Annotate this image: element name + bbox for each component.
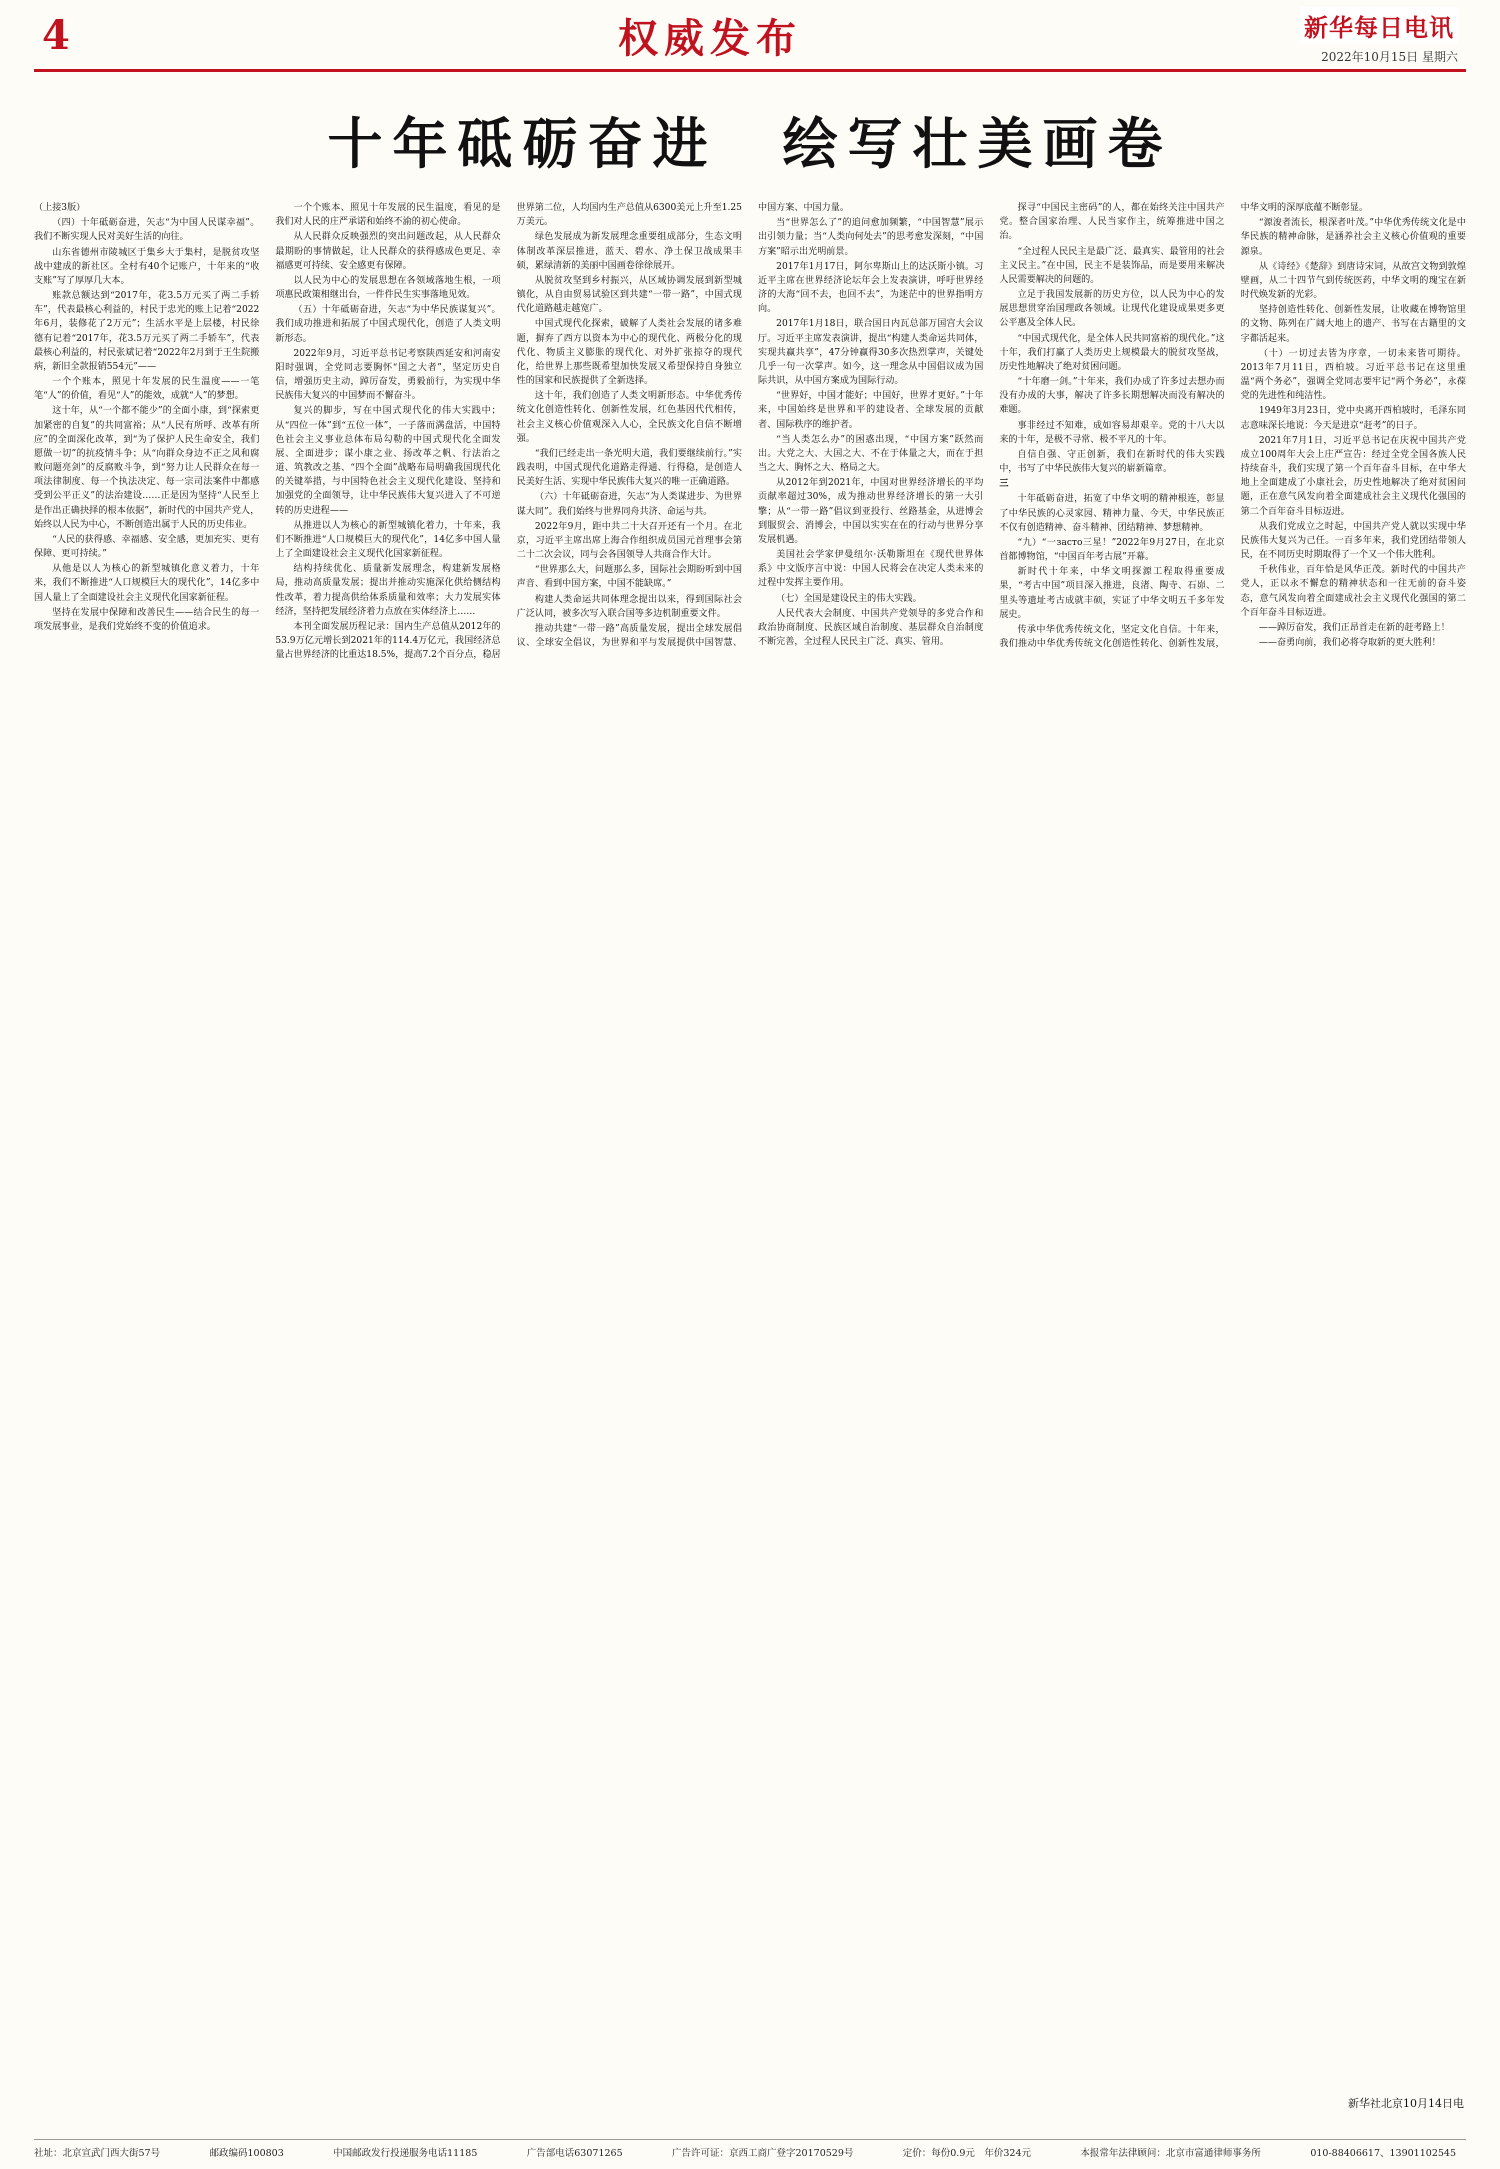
article-paragraph: （五）十年砥砺奋进，矢志“为中华民族谋复兴”。我们成功推进和拓展了中国式现代化，创造了人类文明新形态。 [275,305,501,344]
article-paragraph: 从脱贫攻坚到乡村振兴，从区域协调发展到新型城镇化，从自由贸易试验区到共建“一带一路”，中国式现代化道路越走越宽广。 [516,275,742,315]
footer-distribution: 中国邮政发行投递服务电话11185 [333,2148,478,2159]
article-paragraph: “源浚者流长，根深者叶茂。”中华优秀传统文化是中华民族的精神命脉，是涵养社会主义核心价值观的重要源泉。 [1240,218,1466,257]
article-paragraph: “中国式现代化，是全体人民共同富裕的现代化。”这十年，我们打赢了人类历史上规模最大的脱贫攻坚战，历史性地解决了绝对贫困问题。 [999,333,1225,372]
article-paragraph: 坚持创造性转化、创新性发展，让收藏在博物馆里的文物、陈列在广阔大地上的遗产、书写在古籍里的文字都活起来。 [1240,305,1466,344]
article-paragraph: 构建人类命运共同体理念提出以来，得到国际社会广泛认同，被多次写入联合国等多边机制重要文件。 [516,594,742,619]
article-paragraph: ——踔厉奋发，我们正昂首走在新的赶考路上！ [1258,622,1450,633]
page-title: 十年砥砺奋进 绘写壮美画卷 [327,111,1173,176]
article-paragraph: 以人民为中心的发展思想在各领域落地生根，一项项惠民政策相继出台，一件件民生实事落地见效。 [275,275,501,301]
article-paragraph: 美国社会学家伊曼纽尔·沃勒斯坦在《现代世界体系》中文版序言中说：中国人民将会在决定人类未来的过程中发挥主要作用。 [757,550,984,589]
article-paragraph: “世界那么大，问题那么多，国际社会期盼听到中国声音、看到中国方案，中国不能缺席。” [516,565,742,590]
article-paragraph: 一个个账本，照见十年发展的民生温度——一笔笔“人”的价值，看见“人”的能效，成就“人”的梦想。 [34,377,260,402]
article-paragraph: “人民的获得感、幸福感、安全感，更加充实、更有保障、更可持续。” [34,534,260,560]
article-paragraph: 复兴的脚步，写在中国式现代化的伟大实践中；从“四位一体”到“五位一体”，一子落而满盘活，中国特色社会主义事业总体布局勾勒的中国式现代化全面发展、全面进步；谋小康之业、扬改革之帆、行法治之道、筑教改之基、“四个全面”战略布局明确我国现代化的关键举措，与中国特色社会主义现代化建设、坚持和加强党的全面领导，让中华民族伟大复兴进入了不可逆转的历史进程—— [275,406,501,516]
article-paragraph: 从我们党成立之时起，中国共产党人就以实现中华民族伟大复兴为己任。一百多年来，我们党团结带领人民，在不同历史时期取得了一个又一个伟大胜利。 [1240,521,1466,561]
article-paragraph: “世界好，中国才能好；中国好，世界才更好。”十年来，中国始终是世界和平的建设者、全球发展的贡献者、国际秩序的维护者。 [757,391,984,430]
article-signoff: 新华社北京10月14日电 [1348,2097,1464,2110]
masthead [34,0,1466,72]
article-paragraph: 当“世界怎么了”的追问愈加频繁，“中国智慧”展示出引领力量；当“人类向何处去”的思考愈发深刻，“中国方案”昭示出光明前景。 [757,218,984,257]
article-paragraph: 传承中华优秀传统文化，坚定文化自信。十年来，我们推动中华优秀传统文化创造性转化、创新性发展，中华文明的深厚底蕴不断彰显。 [999,203,1368,650]
article-paragraph: （上接3版） [34,203,86,213]
footer-legal: 本报常年法律顾问：北京市富通律师事务所 [1080,2148,1261,2159]
article-paragraph: 一个个账本、照见十年发展的民生温度，看见的是我们对人民的庄严承诺和始终不渝的初心使命。 [275,203,501,228]
article-paragraph: 2017年1月17日，阿尔卑斯山上的达沃斯小镇。习近平主席在世界经济论坛年会上发表演讲，呼吁世界经济的大海“回不去，也回不去”，为迷茫中的世界指明方向。 [757,261,984,315]
article-paragraph: “当人类怎么办”的困惑出现，“中国方案”跃然而出。大党之大、大国之大、不在于体量之大，而在于担当之大、胸怀之大、格局之大。 [757,434,984,474]
article-paragraph: 账款总额达到“2017年，花3.5万元买了两二手轿车”，代表最核心利益的，村民于忠光的账上记着“2022年6月，装修花了2万元”；生活水平是上层楼，村民徐德有记着“2017年，花3.5万元买了两二手轿车”，代表最核心利益的，村民张斌记着“2022年2月到于王生院搬病，新旧全款报销554元”—— [34,291,260,372]
article-paragraph: 从2012年到2021年，中国对世界经济增长的平均贡献率超过30%，成为推动世界经济增长的第一大引擎；从“一带一路”倡议到亚投行、丝路基金，从进博会到服贸会、消博会，中国以实实在在的行动与世界分享发展机遇。 [757,478,984,545]
article-paragraph: （六）十年砥砺奋进，矢志“为人类谋进步、为世界谋大同”。我们始终与世界同舟共济、命运与共。 [516,492,742,517]
page-number: 4 [42,12,70,59]
article-paragraph: （七）全国是建设民主的伟大实践。 [776,593,922,604]
article-paragraph: 坚持在发展中保障和改善民生——结合民生的每一项发展事业，是我们党始终不变的价值追求。 [34,607,260,632]
article-paragraph: 推动共建“一带一路”高质量发展，提出全球发展倡议、全球安全倡议，为世界和平与发展提供中国智慧、中国方案、中国力量。 [516,203,849,649]
newspaper-brand: 新华每日电讯 [1300,7,1458,44]
footer-hotline: 010-88406617、13901102545 [1310,2148,1456,2159]
article-paragraph: 探寻“中国民主密码”的人，都在始终关注中国共产党。整合国家治理、人民当家作主，统筹推进中国之治。 [999,203,1225,242]
article-paragraph: 本刊全面发展历程记录：国内生产总值从2012年的53.9万亿元增长到2021年的114.4万亿元，我国经济总量占世界经济的比重达18.5%，提高7.2个百分点，稳居世界第二位，人均国内生产总值从6300美元上升至1.25万美元。 [275,203,742,661]
masthead-right [1208,7,1458,65]
article-paragraph: 从人民群众反映强烈的突出问题改起，从人民群众最期盼的事情做起，让人民群众的获得感成色更足、幸福感更可持续、安全感更有保障。 [275,232,501,271]
article-paragraph: 新时代十年来，中华文明探源工程取得重要成果，“考古中国”项目深入推进，良渚、陶寺、石峁、二里头等遗址考古成就丰硕，实证了中华文明五千多年发展史。 [999,567,1225,620]
page-footer [34,2139,1466,2159]
article-paragraph: 从他是以人为核心的新型城镇化意义着力，十年来，我们不断推进“人口规模巨大的现代化”，14亿多中国人量上了全面建设社会主义现代化国家新征程。 [34,564,260,603]
article-paragraph: （四）十年砥砺奋进，矢志“为中国人民谋幸福”。我们不断实现人民对美好生活的向往。 [34,218,260,243]
article-paragraph: 1949年3月23日，党中央离开西柏坡时，毛泽东同志意味深长地说：今天是进京“赶考”的日子。 [1240,406,1466,431]
footer-ad-license: 广告许可证：京西工商广登字20170529号 [672,2148,854,2159]
article-paragraph: 这十年，从“一个都不能少”的全面小康，到“探索更加紧密的自复”的共同富裕；从“人民有所呼、改革有所应”的全面深化改革，到“为了保护人民生命安全，我们愿做一切”的抗疫情斗争；从“向群众身边不正之风和腐败问题亮剑”的反腐败斗争，到“努力让人民群众在每一项法律制度、每一个执法决定、每一宗司法案件中都感受到公平正义”的法治建设……正是因为坚持“人民至上是作出正确抉择的根本依据”，新时代的中国共产党人，始终以人民为中心，不断创造出属于人民的历史伟业。 [34,406,260,530]
article-paragraph: 从推进以人为核心的新型城镇化着力，十年来，我们不断推进“人口规模巨大的现代化”，14亿多中国人量上了全面建设社会主义现代化国家新征程。 [275,520,501,560]
article-paragraph: “我们已经走出一条光明大道，我们要继续前行。”实践表明，中国式现代化道路走得通、行得稳，是创造人民美好生活、实现中华民族伟大复兴的唯一正确道路。 [516,448,742,488]
article-paragraph: 结构持续优化、质量新发展理念，构建新发展格局，推动高质量发展；提出并推动实施深化供给侧结构性改革，着力提高供给体系质量和效率；大力发展实体经济，坚持把发展经济着力点放在实体经济上…… [275,564,501,617]
article-paragraph: 中国式现代化探索，破解了人类社会发展的诸多难题，摒弃了西方以资本为中心的现代化、两极分化的现代化、物质主义膨胀的现代化、对外扩张掠夺的现代化，给世界上那些既希望加快发展又希望保持自身独立性的国家和民族提供了全新选择。 [516,319,742,387]
article-paragraph: （十）一切过去皆为序章，一切未来皆可期待。2013年7月11日，西柏坡。习近平总书记在这里重温“两个务必”，强调全党同志要牢记“两个务必”，永葆党的先进性和纯洁性。 [1240,348,1466,402]
article-paragraph: ——奋勇向前，我们必将夺取新的更大胜利！ [1258,638,1441,649]
publication-date: 2022年10月15日 星期六 [1321,49,1458,64]
article-paragraph: 绿色发展成为新发展理念重要组成部分，生态文明体制改革深层推进，蓝天、碧水、净土保卫战成果丰硕，累绿清新的美丽中国画卷徐徐展开。 [516,232,742,271]
article-paragraph: “九）“一засто三星！”2022年9月27日，在北京首都博物馆，“中国百年考古展”开幕。 [999,537,1225,563]
article-paragraph: 2022年9月，习近平总书记考察陕西延安和河南安阳时强调，全党同志要胸怀“国之大者”，坚定历史自信，增强历史主动，踔厉奋发，勇毅前行，为实现中华民族伟大复兴的中国梦而不懈奋斗。 [275,348,501,402]
section-title: 权威发布 [618,15,802,62]
footer-price: 定价：每份0.9元 年价324元 [902,2148,1032,2159]
article-paragraph: 山东省德州市陵城区于集乡大于集村，是脱贫攻坚战中建成的新社区。全村有40个记账户，十年来的“收支账”写了厚厚几大本。 [34,247,260,286]
article-paragraph: 从《诗经》《楚辞》到唐诗宋词，从故宫文物到敦煌壁画，从二十四节气到传统医药，中华文明的瑰宝在新时代焕发新的光彩。 [1240,261,1466,301]
footer-address: 社址：北京宣武门西大街57号 [34,2148,161,2159]
footer-ad-phone: 广告部电话63071265 [526,2148,623,2159]
article-body [34,201,1466,2091]
article-paragraph: 自信自强、守正创新，我们在新时代的伟大实践中，书写了中华民族伟大复兴的崭新篇章。 [999,449,1225,475]
article-paragraph: 三 [999,478,1009,490]
article-paragraph: 立足于我国发展新的历史方位，以人民为中心的发展思想贯穿治国理政各领域。让现代化建设成果更多更公平惠及全体人民。 [999,290,1225,329]
article-paragraph: 事非经过不知难，成如容易却艰辛。党的十八大以来的十年，是极不寻常、极不平凡的十年。 [999,420,1225,445]
article-paragraph: 十年砥砺奋进，拓宽了中华文明的精神根连，彰显了中华民族的心灵家园、精神力量、今天，中华民族正不仅有创造精神、奋斗精神、团结精神、梦想精神。 [999,494,1225,533]
article-paragraph: “全过程人民民主是最广泛、最真实、最管用的社会主义民主。”在中国，民主不是装饰品，而是要用来解决人民需要解决的问题的。 [999,246,1225,285]
footer-postcode: 邮政编码100803 [209,2148,284,2159]
article-paragraph: 2017年1月18日，联合国日内瓦总部万国宫大会议厅。习近平主席发表演讲，提出“构建人类命运共同体，实现共赢共享”，47分钟赢得30多次热烈掌声，关键处几乎一句一次掌声。如今，这一理念从中国倡议成为国际共识，从中国方案成为国际行动。 [757,319,984,387]
article-paragraph: 这十年，我们创造了人类文明新形态。中华优秀传统文化创造性转化、创新性发展，红色基因代代相传，社会主义核心价值观深入人心，全民族文化自信不断增强。 [516,391,742,444]
article-paragraph: 千秋伟业，百年恰是风华正茂。新时代的中国共产党人，正以永不懈怠的精神状态和一往无前的奋斗姿态，意气风发向着全面建成社会主义现代化强国的第二个百年奋斗目标迈进。 [1240,565,1466,618]
article-paragraph: 2022年9月，距中共二十大召开还有一个月。在北京，习近平主席出席上海合作组织成员国元首理事会第二十二次会议，同与会各国领导人共商合作大计。 [516,521,742,561]
article-paragraph: “十年磨一剑。”十年来，我们办成了许多过去想办而没有办成的大事，解决了许多长期想解决而没有解决的难题。 [999,377,1225,416]
article-paragraph: 2021年7月1日，习近平总书记在庆祝中国共产党成立100周年大会上庄严宣告：经过全党全国各族人民持续奋斗，我们实现了第一个百年奋斗目标，在中华大地上全面建成了小康社会，历史性地解决了绝对贫困问题，正在意气风发向着全面建成社会主义现代化强国的第二个百年奋斗目标迈进。 [1240,435,1466,517]
article-paragraph: 人民代表大会制度、中国共产党领导的多党合作和政治协商制度、民族区域自治制度、基层群众自治制度不断完善，全过程人民民主广泛、真实、管用。 [757,608,984,648]
